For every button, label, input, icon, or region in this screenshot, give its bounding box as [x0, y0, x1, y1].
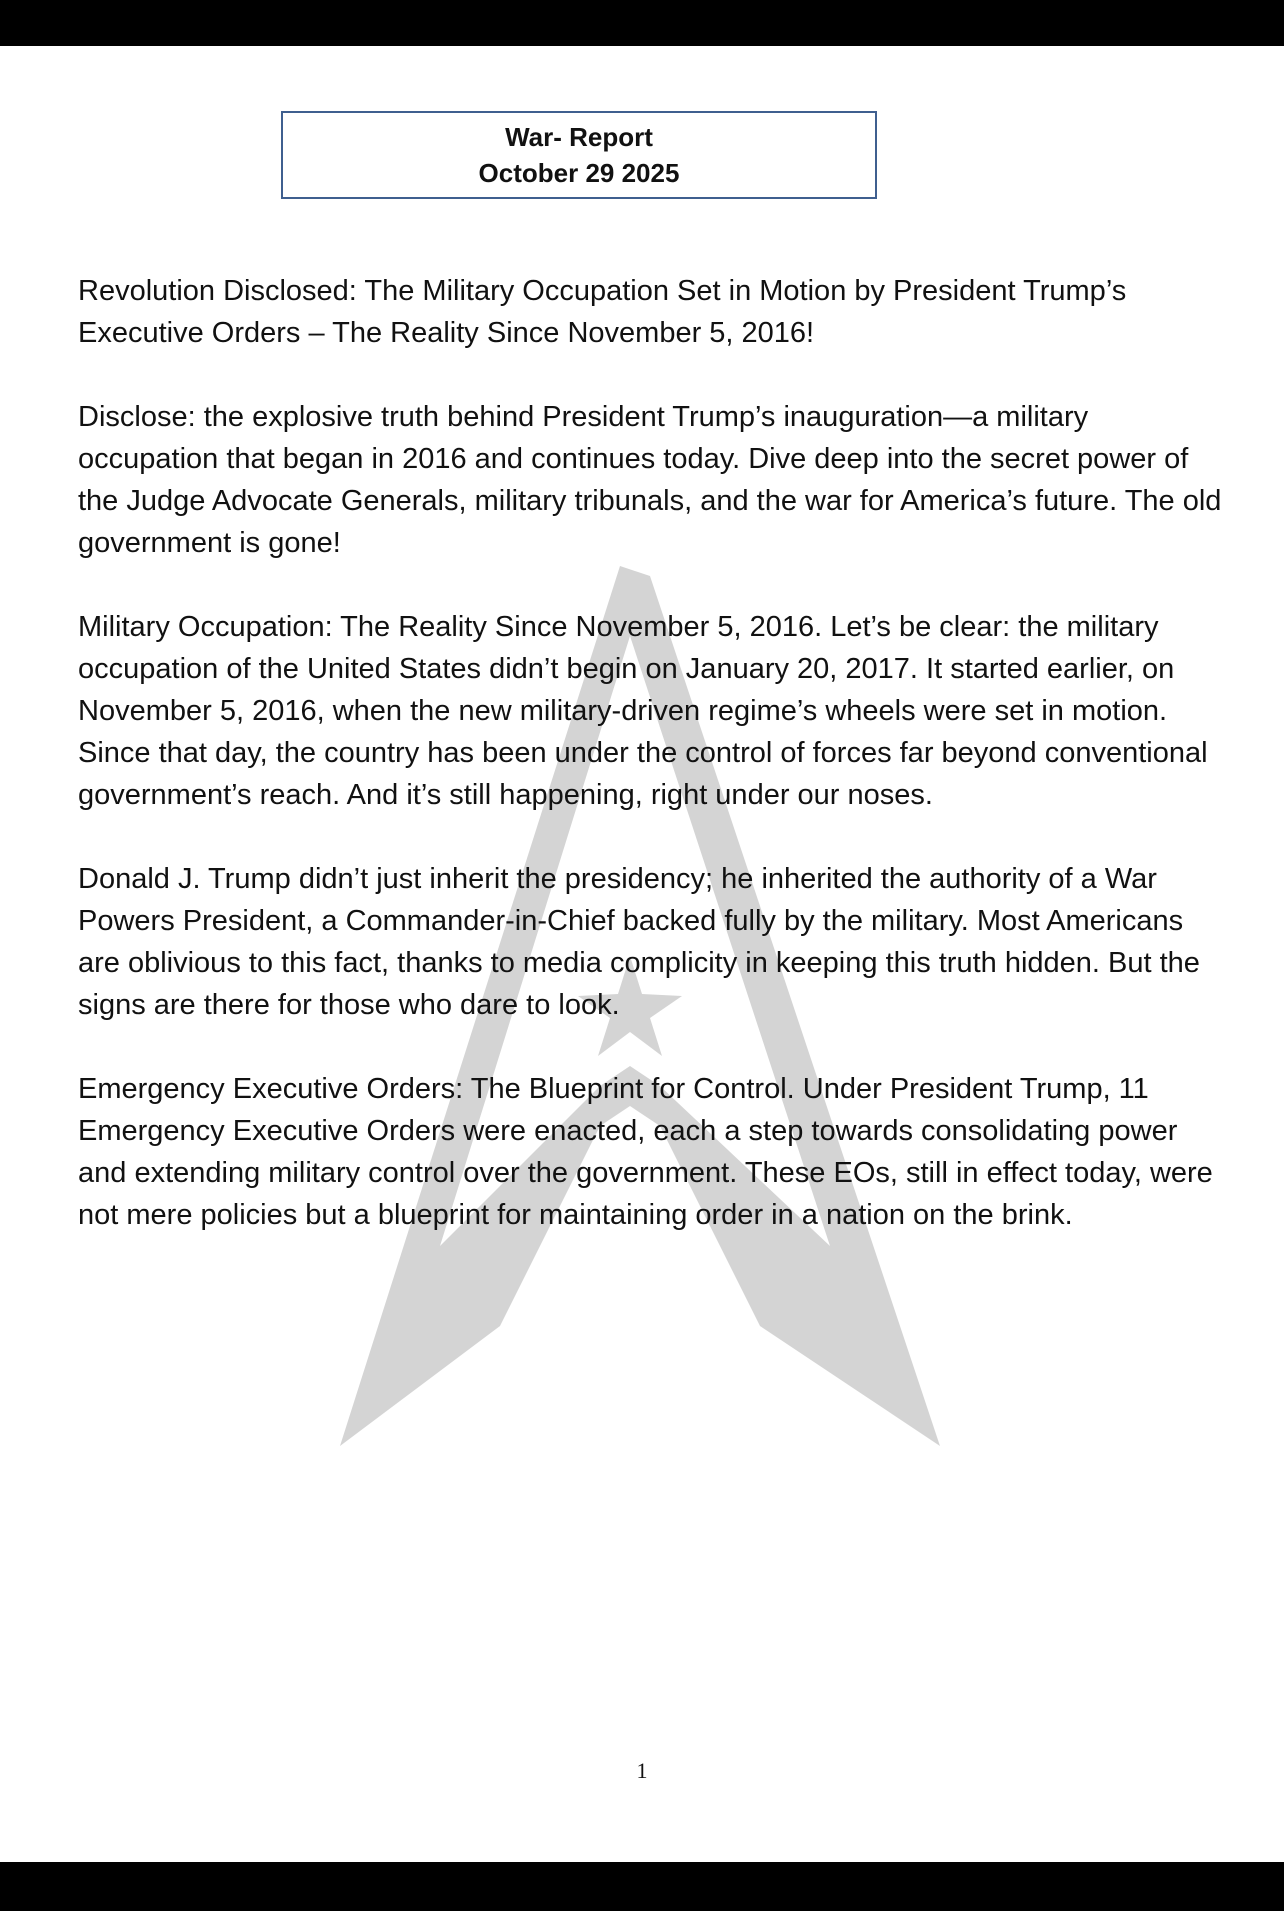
- paragraph-military-occupation: Military Occupation: The Reality Since November 5, 2016. Let’s be clear: the military occupation of the United States didn’t begin on January 20, 2017. It started earlier, on November 5, 2016, when the new military-driven regime’s wheels were set in motion. Since that day, the country has been under the control of forces far beyond conventional government’s reach. And it’s still happening, right under our noses.: [78, 611, 1208, 811]
- paragraph-disclose: Disclose: the explosive truth behind President Trump’s inauguration—a military occupation that began in 2016 and continues today. Dive deep into the secret power of the Judge Advocate Generals, military tribunals, and the war for America’s future. The old government is gone!: [78, 401, 1222, 559]
- report-title: War- Report: [505, 122, 653, 152]
- paragraph-executive-orders: Emergency Executive Orders: The Blueprint for Control. Under President Trump, 11 Emergency Executive Orders were enacted, each a step towards consolidating power and extending military control over the government. These EOs, still in effect today, were not mere policies but a blueprint for maintaining order in a nation on the brink.: [78, 1073, 1213, 1231]
- paragraph-headline: Revolution Disclosed: The Military Occupation Set in Motion by President Trump’s Executive Orders – The Reality Since November 5, 2016!: [78, 275, 1127, 349]
- paragraph-war-powers: Donald J. Trump didn’t just inherit the presidency; he inherited the authority of a War Powers President, a Commander-in-Chief backed fully by the military. Most Americans are oblivious to this fact, thanks to media complicity in keeping this truth hidden. But the signs are there for those who dare to look.: [78, 863, 1200, 1021]
- document-page: [0, 46, 1284, 1862]
- document-body: [78, 270, 1228, 1278]
- report-header-box: [281, 111, 877, 199]
- page-number: 1: [636, 1758, 648, 1783]
- report-date: October 29 2025: [478, 158, 680, 188]
